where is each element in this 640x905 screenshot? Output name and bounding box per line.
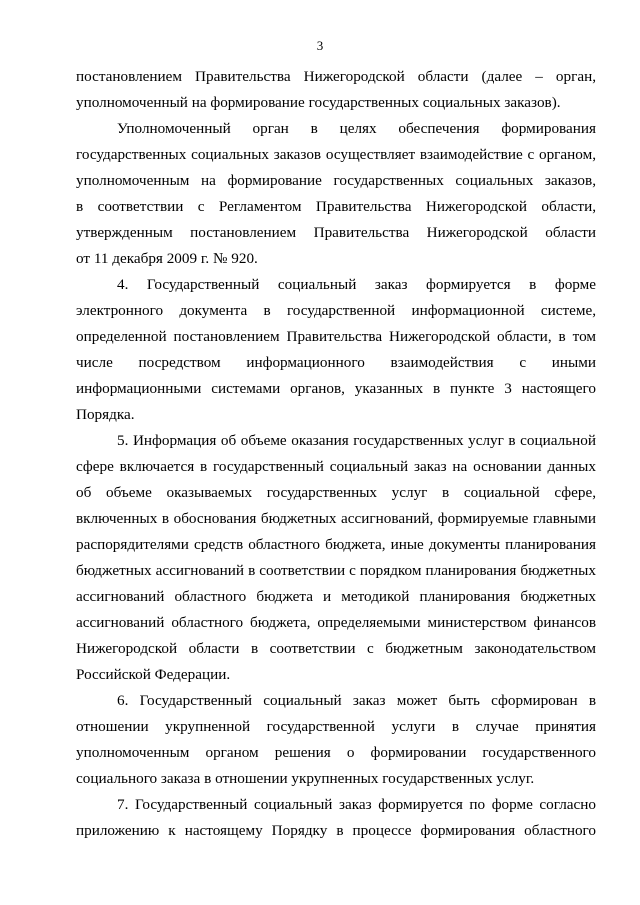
- text-line: приложению к настоящему Порядку в процессе формирования областного: [76, 822, 596, 839]
- text-line: определенной постановлением Правительства Нижегородской области, в том: [76, 328, 596, 345]
- text-line: электронного документа в государственной информационной системе,: [76, 302, 596, 319]
- text-line: числе посредством информационного взаимодействия с иными: [76, 354, 596, 371]
- text-line: от 11 декабря 2009 г. № 920.: [76, 250, 258, 267]
- page-number: 3: [316, 38, 324, 53]
- text-line: отношении укрупненной государственной услуги в случае принятия: [76, 718, 596, 735]
- text-line: Нижегородской области в соответствии с бюджетным законодательством: [76, 640, 596, 657]
- text-line: государственных социальных заказов осуществляет взаимодействие с органом,: [76, 146, 596, 163]
- text-line: 6. Государственный социальный заказ может быть сформирован в: [117, 692, 596, 709]
- text-line: сфере включается в государственный социальный заказ на основании данных: [76, 458, 596, 475]
- text-line: 4. Государственный социальный заказ формируется в форме: [117, 276, 596, 293]
- text-line: уполномоченным на формирование государственных социальных заказов,: [76, 172, 596, 189]
- text-line: Порядка.: [76, 406, 135, 423]
- text-line: информационными системами органов, указанных в пункте 3 настоящего: [76, 380, 596, 397]
- text-line: ассигнований областного бюджета и методикой планирования бюджетных: [76, 588, 596, 605]
- text-line: об объеме оказываемых государственных услуг в социальной сфере,: [76, 484, 596, 501]
- text-line: ассигнований областного бюджета, определяемыми министерством финансов: [76, 614, 596, 631]
- text-line: Уполномоченный орган в целях обеспечения формирования: [117, 120, 596, 137]
- text-line: постановлением Правительства Нижегородской области (далее – орган,: [76, 68, 596, 85]
- text-line: в соответствии с Регламентом Правительства Нижегородской области,: [76, 198, 596, 215]
- text-line: Российской Федерации.: [76, 666, 231, 683]
- text-line: социального заказа в отношении укрупненных государственных услуг.: [76, 770, 535, 787]
- text-line: утвержденным постановлением Правительства Нижегородской области: [76, 224, 596, 241]
- text-line: уполномоченный на формирование государственных социальных заказов).: [76, 94, 561, 111]
- text-line: уполномоченным органом решения о формировании государственного: [76, 744, 596, 761]
- text-line: 5. Информация об объеме оказания государственных услуг в социальной: [117, 432, 596, 449]
- text-line: 7. Государственный социальный заказ формируется по форме согласно: [117, 796, 596, 813]
- document-body: [76, 64, 596, 844]
- text-line: распорядителями средств областного бюджета, иные документы планирования: [76, 536, 596, 553]
- text-line: включенных в обоснования бюджетных ассигнований, формируемые главными: [76, 510, 596, 527]
- text-line: бюджетных ассигнований в соответствии с порядком планирования бюджетных: [76, 562, 596, 579]
